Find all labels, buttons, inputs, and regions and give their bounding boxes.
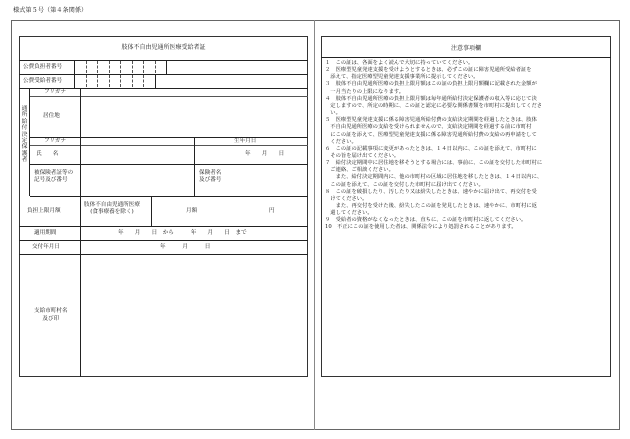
note-line: ７ 給付決定期間中に居住地を移そうとする場合には、事前に、この証を交付した市町村に xyxy=(325,160,543,167)
note-line: １ この証は、各面をよく読んで大切に持っていてください。 xyxy=(325,60,474,66)
note-line: 添えて、指定医療型児童発達支援事業所に提示してください。 xyxy=(325,74,479,81)
note-line: ９ 受給者の資格がなくなったときは、直ちに、この証を市町村に返してください。 xyxy=(325,217,527,224)
period-label: 適用期間 xyxy=(34,230,57,236)
form-number: 様式第５号（第４条関係） xyxy=(13,7,88,14)
note-line: ３ 肢体不自由児通所医療の負担上限月額はこの証の負担上限月額欄に記載された金額が xyxy=(325,81,537,88)
note-line: その旨を届け出てください。 xyxy=(325,152,400,159)
furigana-label-2: フリガナ xyxy=(44,138,67,144)
monthly-label: 月額 xyxy=(186,208,198,214)
period-value: 年 月 日 から 年 月 日 まで xyxy=(118,230,247,236)
note-line: ５ 医療型児童発達支援に係る障害児通所給付費の支給決定期間を経過したときは、肢体 xyxy=(325,117,537,124)
birthdate-value: 年 月 日 xyxy=(245,151,285,157)
note-line: また、給付決定期間内に、他の市町村の区域に居住地を移したときは、１４日以内に、 xyxy=(325,174,543,181)
note-line: けてください。 xyxy=(325,195,368,202)
furigana-label-1: フリガナ xyxy=(44,89,67,95)
recipient-number-label: 公費受給者番号 xyxy=(23,78,63,84)
limit-type: 肢体不自由児通所医療 (食事療養を除く) xyxy=(84,202,140,215)
issue-value: 年 月 日 xyxy=(160,244,211,250)
note-line: ６ この証の記載事項に変更があったときは、１４日以内に、この証を添えて、市町村に xyxy=(325,145,537,152)
issue-label: 交付年月日 xyxy=(32,244,60,250)
note-line: ください。 xyxy=(325,138,357,145)
notes-title: 注意事項欄 xyxy=(450,45,481,52)
note-line: 還してください。 xyxy=(325,210,373,217)
note-line: 一月当たりの上限になります。 xyxy=(325,88,405,95)
note-line: 定しますので、所定の時期に、この証と認定に必要な関係書類を市町村に提出してくださ xyxy=(325,102,543,109)
note-line: また、再交付を受けた後、紛失したこの証を発見したときは、速やかに、市町村に返 xyxy=(325,203,537,209)
municipality-label: 支給市町村名 及び印 xyxy=(34,308,68,322)
certificate-title: 肢体不自由児通所医療受給者証 xyxy=(121,44,206,51)
insurer-id-label: 保険者名 及び番号 xyxy=(199,170,222,183)
note-line: にこの証を添えて、医療型児童発達支援に係る障害児通所給付費の支給の再申請をして xyxy=(325,131,537,138)
guardian-vertical-label: 通所給付決定保護者 xyxy=(21,106,28,164)
note-line: この証を添えて、この証を交付した市町村に届け出てください。 xyxy=(325,181,484,188)
note-line: 10 不正にこの証を使用した者は、関係法令により処罰されることがあります。 xyxy=(325,224,517,231)
yen-label: 円 xyxy=(269,208,275,214)
note-line: ご連絡、ご相談ください。 xyxy=(325,167,394,174)
note-line: 不自由児通所医療の支給を受けられませんので、支給決定期間を経過する前に市町村 xyxy=(325,124,532,131)
insurer-number-label: 被保険者証等の 記号及び番号 xyxy=(34,170,74,183)
fold-line xyxy=(314,20,315,430)
note-line: ４ 肢体不自由児通所医療の負担上限月額は毎年通所給付決定保護者の収入等に応じて決 xyxy=(325,95,537,102)
limit-label: 負担上限月額 xyxy=(27,208,61,214)
note-line: ８ この証を破損したり、汚したり又は紛失したときは、速やかに届け出て、再交付を受 xyxy=(325,188,537,195)
name-label: 氏 名 xyxy=(36,151,59,157)
address-label: 居住地 xyxy=(43,113,60,119)
birthdate-label: 生年月日 xyxy=(234,138,257,144)
payer-number-label: 公費負担者番号 xyxy=(23,64,63,70)
note-line: い。 xyxy=(325,110,341,117)
note-line: ２ 医療型児童発達支援を受けようとするときは、必ずこの証に障害児通所受給者証を xyxy=(325,67,532,74)
